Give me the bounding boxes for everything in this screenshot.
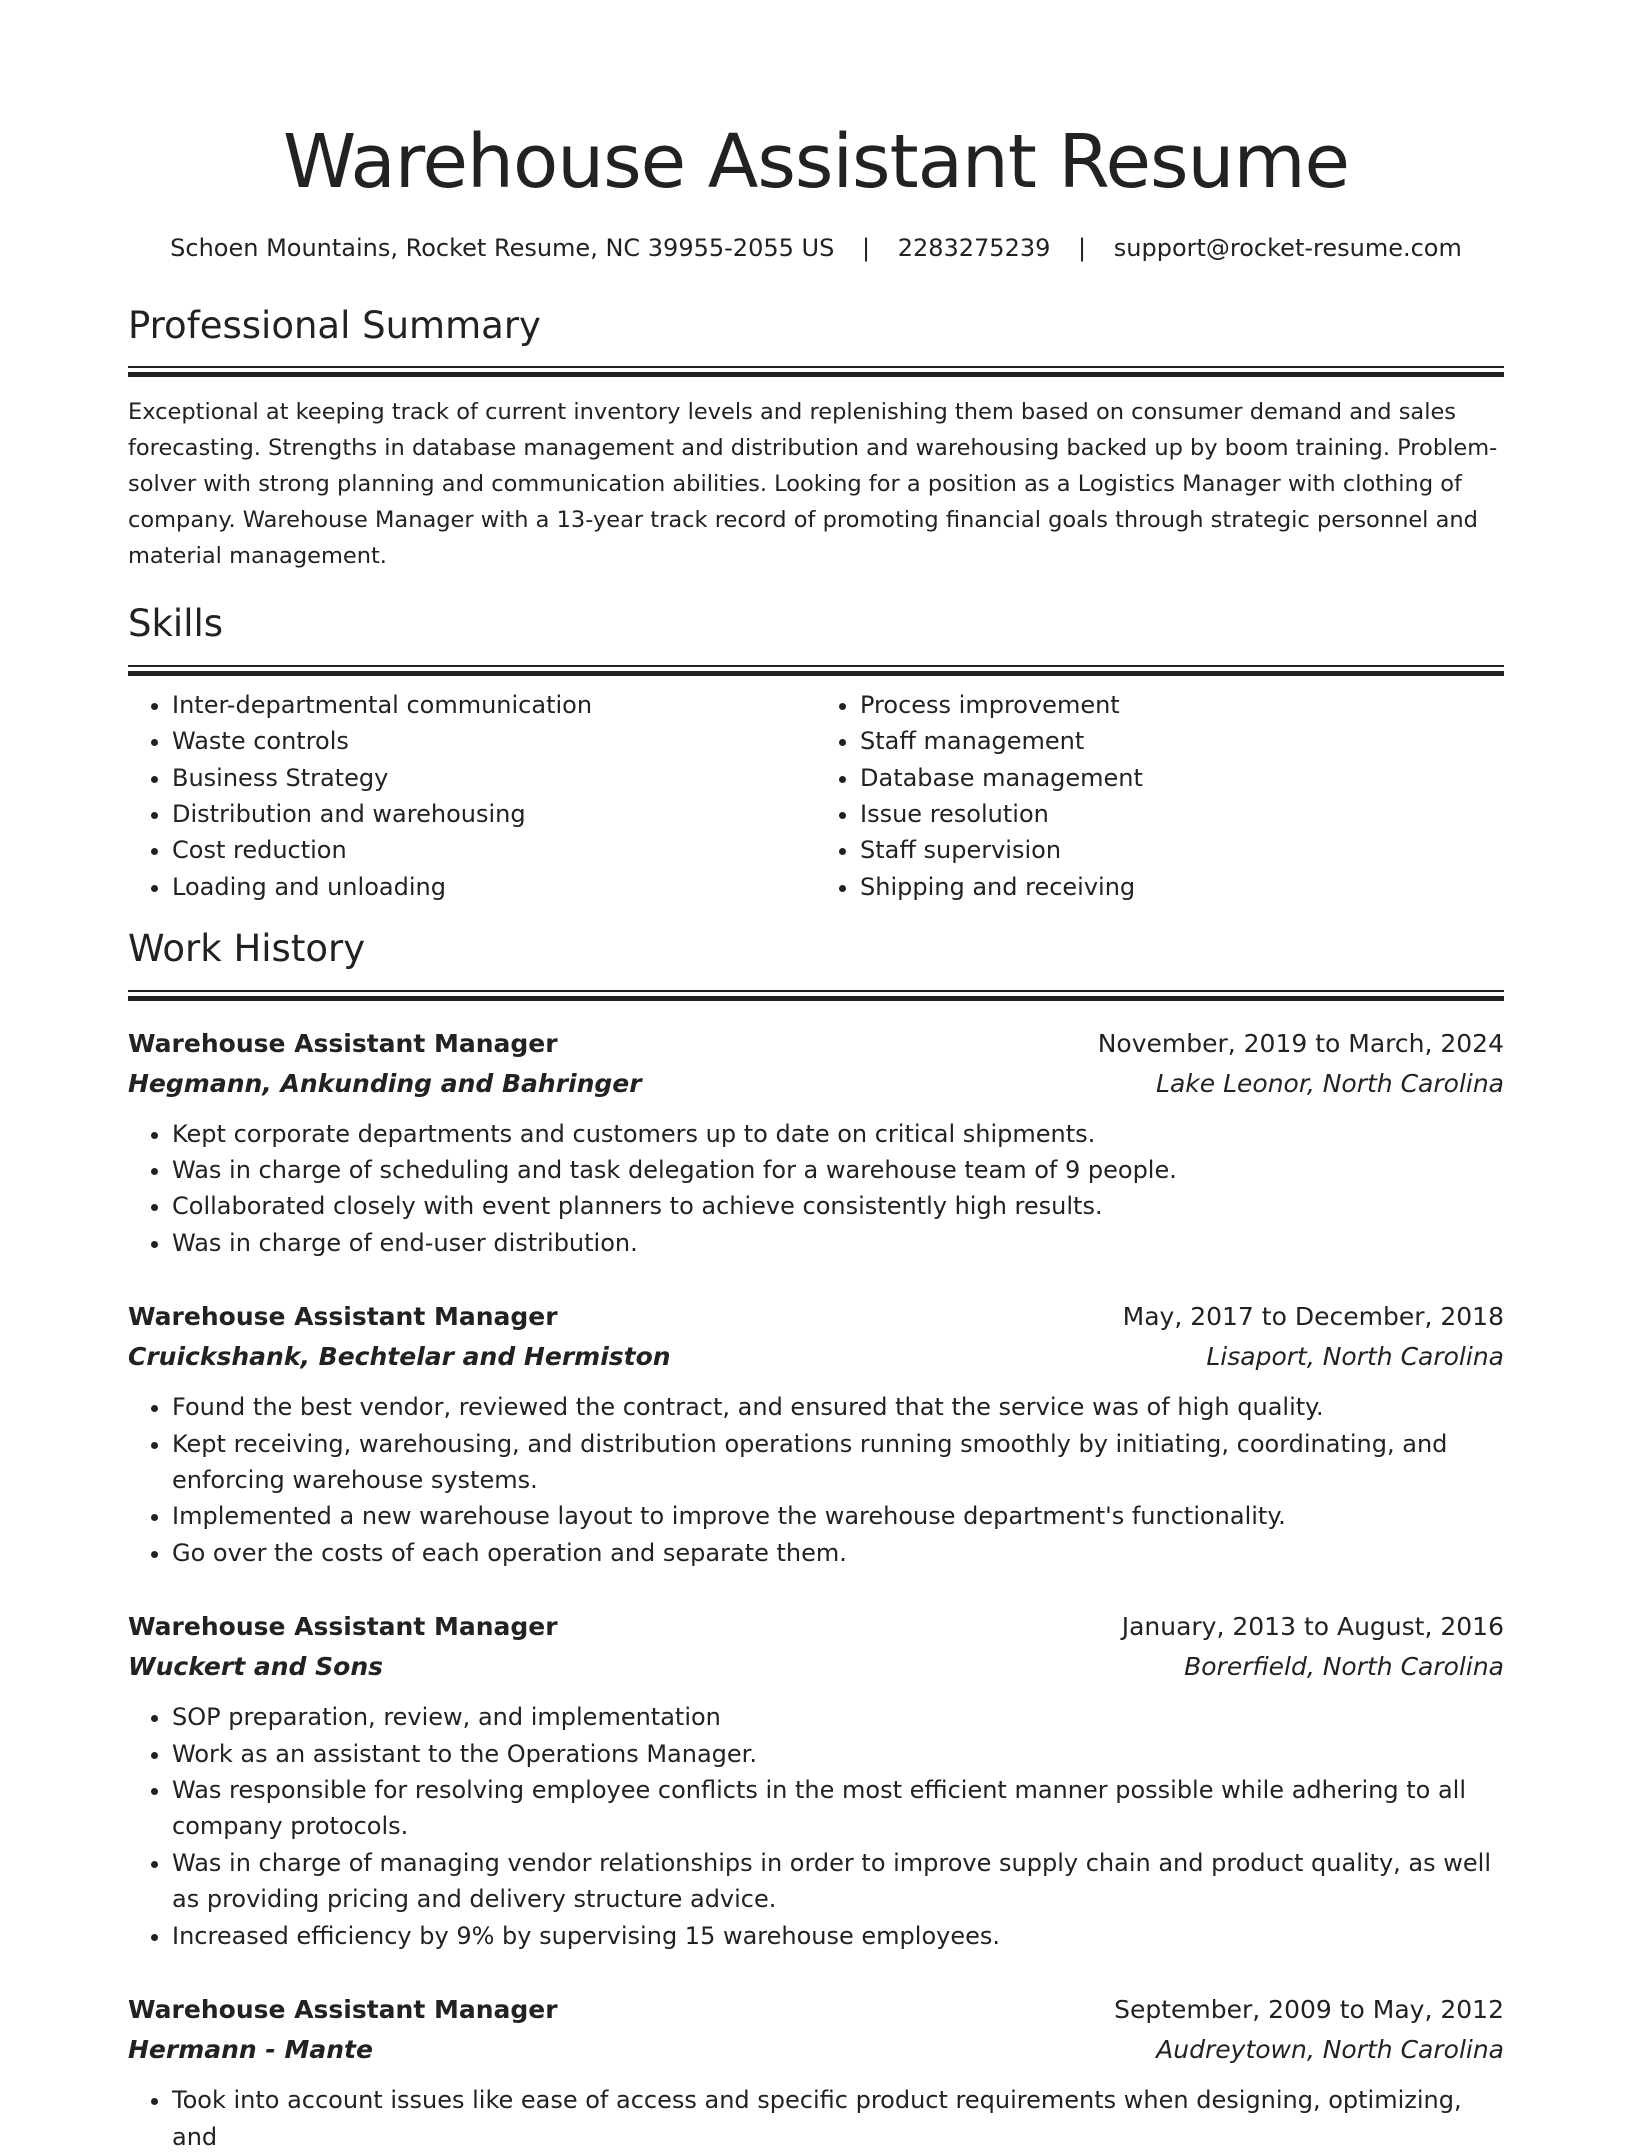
contact-phone: 2283275239: [897, 233, 1051, 262]
section-heading-summary: Professional Summary: [128, 303, 541, 347]
job-dates: November, 2019 to March, 2024: [1097, 1028, 1504, 1058]
summary-section: [128, 304, 1504, 574]
job-bullet: • Was in charge of scheduling and task delegation for a warehouse team of 9 people.: [172, 1152, 1504, 1188]
job-location: Audreytown, North Carolina: [1156, 2035, 1504, 2065]
job-bullets: [128, 1699, 1504, 1954]
skill-item: • Distribution and warehousing: [172, 796, 816, 832]
work-history-section: [128, 927, 1504, 2155]
contact-separator: |: [1078, 233, 1087, 262]
skills-list-left: [128, 687, 816, 905]
skill-item: • Staff management: [860, 723, 1504, 759]
section-heading-work-history: Work History: [128, 927, 366, 971]
job-bullet: • Go over the costs of each operation and separate them.: [172, 1535, 1504, 1571]
job-entry: [128, 1990, 1504, 2155]
job-dates: May, 2017 to December, 2018: [1122, 1302, 1504, 1332]
skill-item: • Process improvement: [860, 687, 1504, 723]
job-title: Warehouse Assistant Manager: [128, 1612, 558, 1642]
contact-separator: |: [861, 233, 871, 262]
job-bullet: • Kept corporate departments and customers up to date on critical shipments.: [172, 1116, 1504, 1152]
skill-item: • Cost reduction: [172, 832, 816, 868]
job-title: Warehouse Assistant Manager: [128, 1028, 558, 1058]
job-entry: [128, 1297, 1504, 1571]
skill-item: • Waste controls: [172, 723, 816, 759]
job-company-row: [128, 2030, 1504, 2070]
job-bullets: [128, 2082, 1504, 2155]
job-bullet: • Was in charge of end-user distribution.: [172, 1225, 1504, 1261]
contact-line: [128, 233, 1504, 264]
job-entry: [128, 1607, 1504, 1954]
job-bullet: • Was in charge of managing vendor relationships in order to improve supply chain and product quality, as well as providing pricing and delivery structure advice.: [172, 1845, 1504, 1918]
job-company-row: [128, 1337, 1504, 1377]
job-bullet: • Was responsible for resolving employee conflicts in the most efficient manner possible while adhering to all company protocols.: [172, 1772, 1504, 1845]
job-bullet: • SOP preparation, review, and implementation: [172, 1699, 1504, 1735]
skill-item: • Staff supervision: [860, 832, 1504, 868]
job-dates: January, 2013 to August, 2016: [1121, 1612, 1504, 1642]
section-divider: [128, 665, 1504, 679]
skill-item: • Shipping and receiving: [860, 869, 1504, 905]
job-company-row: [128, 1647, 1504, 1687]
contact-email: support@rocket-resume.com: [1113, 233, 1462, 262]
job-title: Warehouse Assistant Manager: [128, 1302, 558, 1332]
section-heading-skills: Skills: [128, 602, 224, 646]
contact-address: Schoen Mountains, Rocket Resume, NC 39955-2055 US: [170, 233, 835, 262]
job-bullet: • Work as an assistant to the Operations Manager.: [172, 1736, 1504, 1772]
job-location: Borerfield, North Carolina: [1184, 1652, 1504, 1682]
job-bullet: • Found the best vendor, reviewed the contract, and ensured that the service was of high quality.: [172, 1389, 1504, 1425]
job-company: Wuckert and Sons: [128, 1652, 383, 1682]
job-bullets: [128, 1389, 1504, 1571]
job-bullets: [128, 1116, 1504, 1262]
job-bullet: • Kept receiving, warehousing, and distribution operations running smoothly by initiating, coordinating, and enforcing warehouse systems.: [172, 1426, 1504, 1499]
job-entry: [128, 1024, 1504, 1262]
job-title: Warehouse Assistant Manager: [128, 1995, 558, 2025]
skill-item: • Inter-departmental communication: [172, 687, 816, 723]
job-bullet: • Took into account issues like ease of access and specific product requirements when designing, optimizing, and: [172, 2082, 1504, 2155]
job-company: Hermann - Mante: [128, 2035, 373, 2065]
summary-text: Exceptional at keeping track of current inventory levels and replenishing them based on consumer demand and sales forecasting. Strengths in database management and distribution and warehousing backed up by boom training. Problem-solver with strong planning and communication abilities. Looking for a position as a Logistics Manager with clothing of company. Warehouse Manager with a 13-year track record of promoting financial goals through strategic personnel and material management.: [128, 399, 1498, 570]
job-bullet: • Collaborated closely with event planners to achieve consistently high results.: [172, 1188, 1504, 1224]
skill-item: • Issue resolution: [860, 796, 1504, 832]
section-divider: [128, 990, 1504, 1004]
job-dates: September, 2009 to May, 2012: [1114, 1995, 1504, 2025]
section-divider: [128, 366, 1504, 380]
resume-title: Warehouse Assistant Resume: [282, 119, 1350, 205]
job-location: Lisaport, North Carolina: [1206, 1342, 1504, 1372]
job-company-row: [128, 1064, 1504, 1104]
skills-list-right: [816, 687, 1504, 905]
job-company: Cruickshank, Bechtelar and Hermiston: [128, 1342, 671, 1372]
job-header-row: [128, 1024, 1504, 1064]
skills-section: [128, 602, 1504, 905]
skill-item: • Loading and unloading: [172, 869, 816, 905]
skill-item: • Business Strategy: [172, 760, 816, 796]
job-header-row: [128, 1607, 1504, 1647]
skills-columns: [128, 687, 1504, 905]
job-bullet: • Implemented a new warehouse layout to improve the warehouse department's functionality.: [172, 1498, 1504, 1534]
job-header-row: [128, 1297, 1504, 1337]
job-header-row: [128, 1990, 1504, 2030]
skill-item: • Database management: [860, 760, 1504, 796]
job-location: Lake Leonor, North Carolina: [1156, 1068, 1504, 1098]
job-company: Hegmann, Ankunding and Bahringer: [128, 1068, 642, 1098]
job-bullet: • Increased efficiency by 9% by supervising 15 warehouse employees.: [172, 1918, 1504, 1954]
